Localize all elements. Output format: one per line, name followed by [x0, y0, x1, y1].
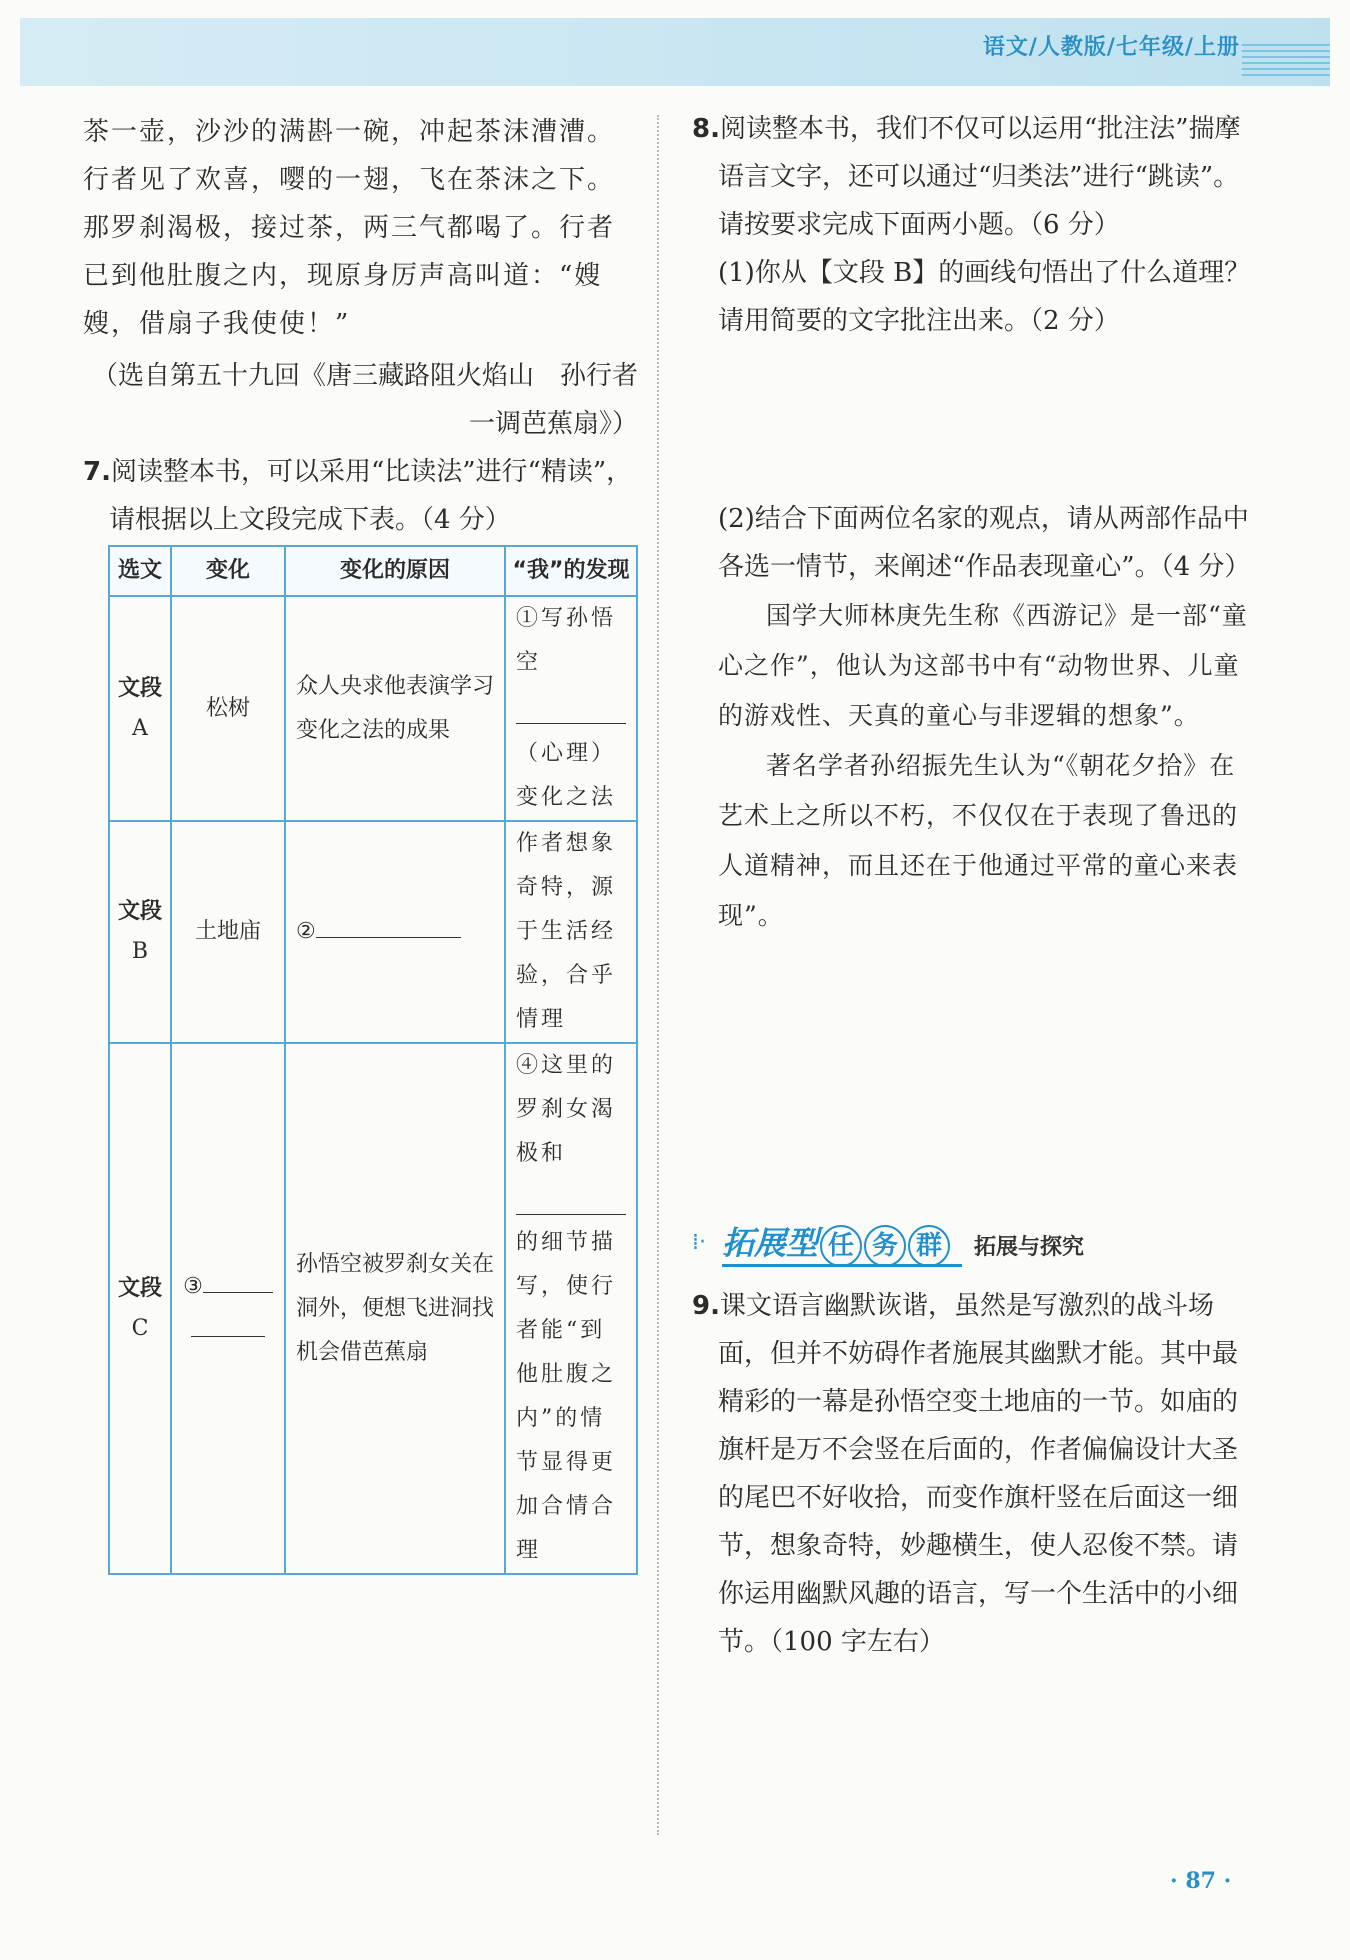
- table-row: [109, 596, 637, 821]
- change-cell: 松树: [171, 596, 285, 821]
- question-7: [83, 448, 638, 544]
- answer-blank-3[interactable]: [203, 1266, 273, 1293]
- answer-blank-2[interactable]: [316, 911, 461, 938]
- answer-blank-3b[interactable]: [191, 1310, 265, 1337]
- reason-cell: 孙悟空被罗刹女关在洞外，便想飞进洞找机会借芭蕉扇: [285, 1043, 505, 1574]
- question-8-part-2: (2)结合下面两位名家的观点，请从两部作品中各选一情节，来阐述“作品表现童心”。（4 分）: [718, 504, 1251, 582]
- finding-cell: 作者想象奇特，源于生活经验，合乎情理: [505, 821, 637, 1043]
- reason-cell: 众人央求他表演学习变化之法的成果: [285, 596, 505, 821]
- blank-marker: ②: [296, 919, 316, 944]
- finding-text: ④这里的罗刹女渴极和: [516, 1053, 617, 1166]
- answer-blank-4[interactable]: [516, 1180, 626, 1215]
- segment-cell: [109, 596, 171, 821]
- question-8-part-1: (1)你从【文段 B】的画线句悟出了什么道理？请用简要的文字批注出来。（2 分）: [718, 258, 1251, 336]
- answer-area-8-1[interactable]: [692, 345, 1252, 495]
- change-cell: 土地庙: [171, 821, 285, 1043]
- finding-text: （心理）变化之法: [516, 741, 617, 810]
- segment-cell: [109, 1043, 171, 1574]
- passage-source: （选自第五十九回《唐三藏路阻火焰山 孙行者一调芭蕉扇》）: [91, 361, 638, 439]
- header-title: 语文/人教版/七年级/上册: [982, 35, 1240, 60]
- question-9: [692, 1282, 1252, 1666]
- question-9-number: 9.: [692, 1291, 720, 1321]
- section-title-char: 任: [820, 1225, 862, 1267]
- table-row: [109, 821, 637, 1043]
- section-title: [722, 1218, 950, 1267]
- finding-text: ①写孙悟空: [516, 606, 617, 675]
- quote-lin-geng: 国学大师林庚先生称《西游记》是一部“童心之作”，他认为这部书中有“动物世界、儿童的游戏性、天真的童心与非逻辑的想象”。: [718, 601, 1248, 730]
- header-stripes: [1242, 44, 1330, 78]
- segment-label: 文段: [117, 899, 162, 924]
- finding-cell: [505, 596, 637, 821]
- section-underline: [722, 1264, 962, 1267]
- section-heading: [692, 1218, 1292, 1274]
- finding-cell: [505, 1043, 637, 1574]
- table-header-cell: 选文: [109, 546, 171, 596]
- question-8-number: 8.: [692, 114, 720, 144]
- blank-marker: ③: [183, 1273, 203, 1299]
- segment-letter: C: [131, 1315, 149, 1341]
- answer-blank-1[interactable]: [516, 689, 626, 724]
- question-9-text: 课文语言幽默诙谐，虽然是写激烈的战斗场面，但并不妨碍作者施展其幽默才能。其中最精彩的一幕是孙悟空变土地庙的一节。如庙的旗杆是万不会竖在后面的，作者偏偏设计大圣的尾巴不好收拾，而变作旗杆竖在后面这一细节，想象奇特，妙趣横生，使人忍俊不禁。请你运用幽默风趣的语言，写一个生活中的小细节。（100 字左右）: [718, 1291, 1239, 1657]
- question-9-block: [692, 1282, 1252, 1666]
- table-header-row: [109, 546, 637, 596]
- table-header-cell: 变化的原因: [285, 546, 505, 596]
- section-title-main: 拓展型: [722, 1224, 819, 1262]
- quote-sun-shaozhen: 著名学者孙绍振先生认为“《朝花夕拾》在艺术上之所以不朽，不仅仅在于表现了鲁迅的人道精神，而且还在于他通过平常的童心来表现”。: [718, 751, 1239, 930]
- segment-cell: [109, 821, 171, 1043]
- segment-letter: A: [132, 715, 148, 741]
- comparison-table: [108, 545, 638, 1575]
- section-title-char: 群: [908, 1225, 950, 1267]
- question-7-number: 7.: [83, 457, 111, 487]
- section-title-char: 务: [864, 1225, 906, 1267]
- change-cell: [171, 1043, 285, 1574]
- question-8-text: 阅读整本书，我们不仅可以运用“批注法”揣摩语言文字，还可以通过“归类法”进行“跳读”。请按要求完成下面两小题。（6 分）: [718, 114, 1241, 240]
- table-row: [109, 1043, 637, 1574]
- segment-letter: B: [131, 939, 149, 964]
- table-header-cell: 变化: [171, 546, 285, 596]
- left-column: [83, 108, 638, 544]
- table-header-cell: “我”的发现: [505, 546, 637, 596]
- column-divider: [657, 115, 659, 1835]
- reason-cell: [285, 821, 505, 1043]
- question-8: [692, 105, 1252, 249]
- question-7-text: 阅读整本书，可以采用“比读法”进行“精读”，请根据以上文段完成下表。（4 分）: [109, 457, 633, 535]
- right-column: [692, 105, 1252, 941]
- section-dots-icon: ⁞·: [692, 1230, 706, 1255]
- section-subtitle: 拓展与探究: [974, 1235, 1085, 1260]
- segment-label: 文段: [117, 675, 162, 701]
- segment-label: 文段: [117, 1275, 162, 1301]
- finding-text: 的细节描写，使行者能“到他肚腹之内”的情节显得更加合情合理: [516, 1230, 617, 1563]
- page-number: · 87 ·: [1170, 1868, 1232, 1894]
- passage-text: 茶一壶，沙沙的满斟一碗，冲起茶沫漕漕。行者见了欢喜，嘤的一翅，飞在茶沫之下。那罗刹渴极，接过茶，两三气都喝了。行者已到他肚腹之内，现原身厉声高叫道：“嫂嫂，借扇子我使使！”: [83, 117, 616, 339]
